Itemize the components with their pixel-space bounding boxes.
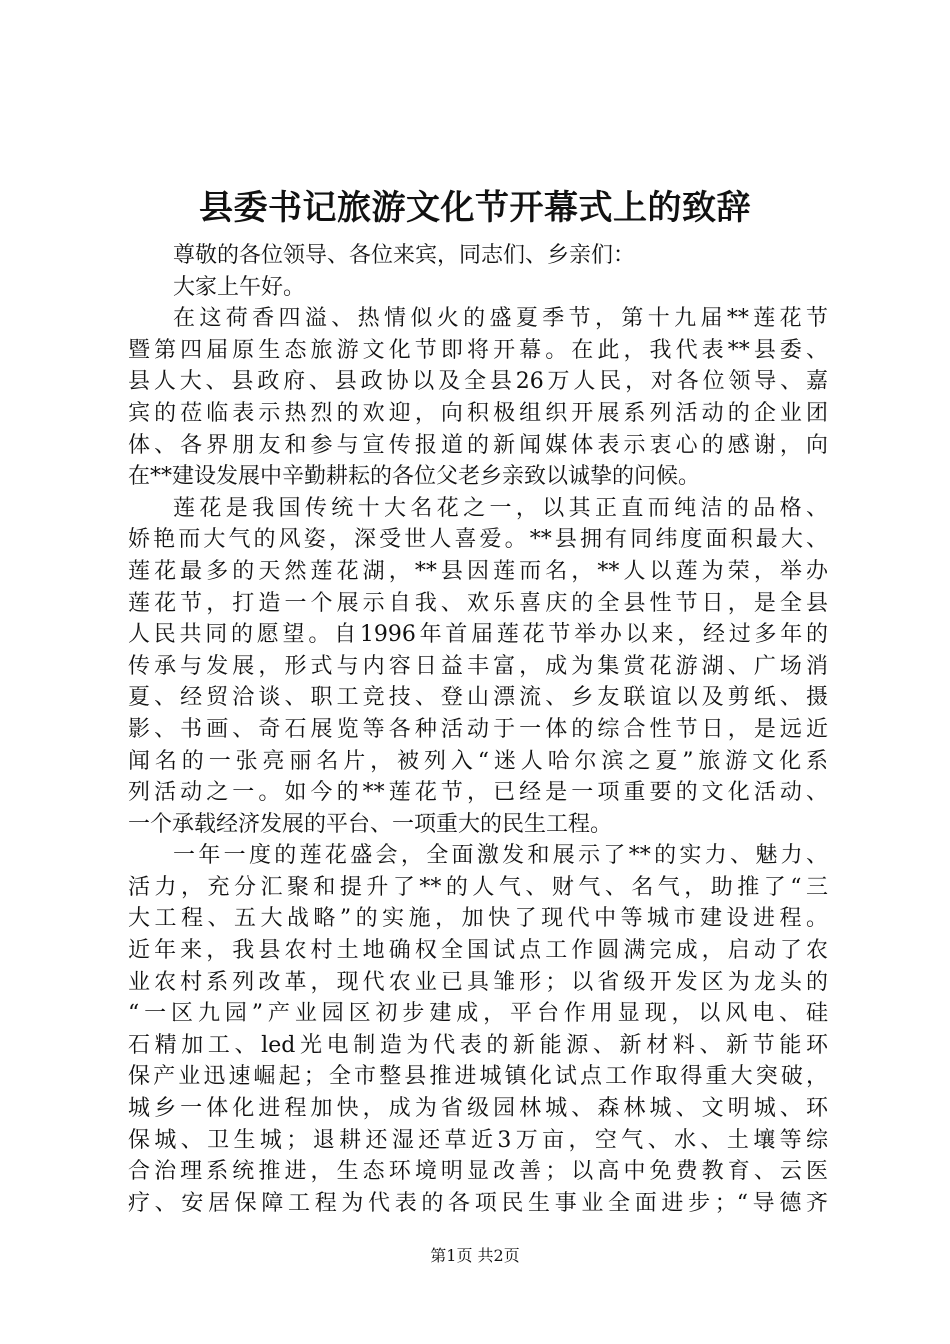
body-line: 夏、经贸洽谈、职工竞技、登山漂流、乡友联谊以及剪纸、摄 [128, 685, 828, 711]
body-line: 疗、安居保障工程为代表的各项民生事业全面进步；“导德齐 [128, 1190, 828, 1216]
body-line: 娇艳而大气的风姿，深受世人喜爱。**县拥有同纬度面积最大、 [128, 527, 828, 553]
body-line: 列活动之一。如今的**莲花节，已经是一项重要的文化活动、 [128, 780, 828, 806]
body-line: 大工程、五大战略”的实施，加快了现代中等城市建设进程。 [128, 906, 828, 932]
body-line: 活力，充分汇聚和提升了**的人气、财气、名气，助推了“三 [128, 874, 828, 900]
body-line: 合治理系统推进，生态环境明显改善；以高中免费教育、云医 [128, 1159, 828, 1185]
body-line: 保城、卫生城；退耕还湿还草近3万亩，空气、水、土壤等综 [128, 1127, 828, 1153]
body-line: 莲花节，打造一个展示自我、欢乐喜庆的全县性节日，是全县 [128, 590, 828, 616]
body-line: 体、各界朋友和参与宣传报道的新闻媒体表示衷心的感谢，向 [128, 432, 828, 458]
body-line: 莲花是我国传统十大名花之一，以其正直而纯洁的品格、 [173, 495, 828, 521]
body-line: 在这荷香四溢、热情似火的盛夏季节，第十九届**莲花节 [173, 306, 828, 332]
body-line: 人民共同的愿望。自1996年首届莲花节举办以来，经过多年的 [128, 622, 828, 648]
body-line: 石精加工、led光电制造为代表的新能源、新材料、新节能环 [128, 1032, 828, 1058]
body-line: 业农村系列改革，现代农业已具雏形；以省级开发区为龙头的 [128, 969, 828, 995]
body-line: 保产业迅速崛起；全市整县推进城镇化试点工作取得重大突破， [128, 1064, 828, 1090]
body-line: 闻名的一张亮丽名片，被列入“迷人哈尔滨之夏”旅游文化系 [128, 748, 828, 774]
document-title: 县委书记旅游文化节开幕式上的致辞 [199, 188, 751, 228]
body-line: 县人大、县政府、县政协以及全县26万人民，对各位领导、嘉 [128, 369, 828, 395]
body-line: 暨第四届原生态旅游文化节即将开幕。在此，我代表**县委、 [128, 337, 828, 363]
body-line: 城乡一体化进程加快，成为省级园林城、森林城、文明城、环 [128, 1096, 828, 1122]
body-line: 尊敬的各位领导、各位来宾，同志们、乡亲们： [173, 243, 636, 268]
body-line: 一个承载经济发展的平台、一项重大的民生工程。 [128, 811, 613, 837]
body-line: 莲花最多的天然莲花湖，**县因莲而名，**人以莲为荣，举办 [128, 558, 828, 584]
page-footer: 第1页 共2页 [430, 1246, 520, 1265]
document-body [128, 240, 828, 1219]
body-line: 宾的莅临表示热烈的欢迎，向积极组织开展系列活动的企业团 [128, 400, 828, 426]
body-line: 传承与发展，形式与内容日益丰富，成为集赏花游湖、广场消 [128, 653, 828, 679]
body-line: 近年来，我县农村土地确权全国试点工作圆满完成，启动了农 [128, 938, 828, 964]
body-line: 在**建设发展中辛勤耕耘的各位父老乡亲致以诚挚的问候。 [128, 464, 701, 490]
body-line: “一区九园”产业园区初步建成，平台作用显现，以风电、硅 [128, 1001, 828, 1027]
body-line: 一年一度的莲花盛会，全面激发和展示了**的实力、魅力、 [173, 843, 828, 869]
body-line: 影、书画、奇石展览等各种活动于一体的综合性节日，是远近 [128, 716, 828, 742]
body-line: 大家上午好。 [173, 274, 306, 300]
